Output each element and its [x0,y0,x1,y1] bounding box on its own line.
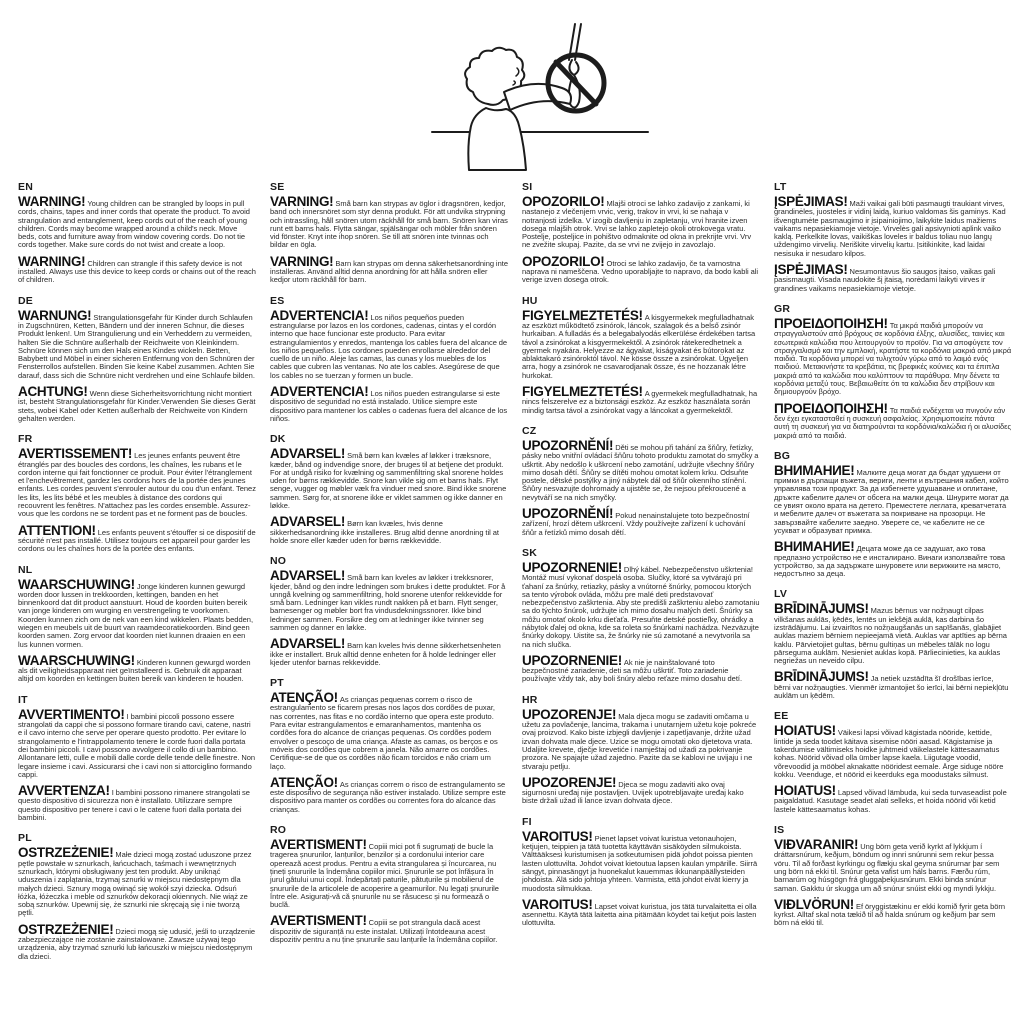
warning-paragraph-is-2 [774,896,1012,928]
warning-paragraph-bg-1 [774,462,1012,535]
warning-heading: FIGYELMEZTETÉS! [522,384,643,400]
warning-body: Ja netiek uzstādīta šī drošības ierīce, bērni var nožņaugties. Vienmēr izmantojiet šo ierīci, lai bērni nepiekļūtu auklām un ķēdēm. [774,674,1009,701]
warning-body: Mlajši otroci se lahko zadavijo z zankami, ki nastanejo z vlečenjem vrvic, verig, trakov in vrvi, ki se nahaja v notranjosti izdelka. V izogib davljenju in zapletanju, vrvi hranite izven dosega mlajših otrok. Vrvi se lahko zapletejo okoli otrokovega vratu. Postelje, posteljice in pohištvo odmaknite od okna in prekrijte vrvi. Vrv ne zvežite skupaj. Pazite, da se vrvi ne zvijejo in zavozlajo. [522,199,752,250]
warning-body: Barn kan kveles hvis denne sikkerhetsenheten ikke er installert. Bruk alltid denne enheten for å holde ledninger eller kjeder utenfor barnas rekkevidde. [270,641,501,667]
warning-paragraph-hu-1 [522,307,760,380]
warning-body: Young children can be strangled by loops in pull cords, chains, tapes and inner cords that operate the product. To avoid strangulation and entanglement, keep cords out of the reach of young children. Cords may become wrapped around a child's neck. Move beds, cots and furniture away from window covering cords. Do not tie cords together. Make sure cords do not twist and create a loop. [18,199,250,250]
language-code-de: DE [18,294,33,307]
warning-body: Малките деца могат да бъдат удушени от примки в дърпащи въжета, вериги, ленти и вътрешния кабел, който управлява този продукт. За да избегнете удушаване и оплитане, дръжте кабелите далеч от обсега на малки деца. Шнурите могат да се увият около врата на детето. Преместете леглата, креватчетата и мебелите далеч от въжетата за покриване на прозорци. Не завързвайте кабелите заедно. Уверете се, че кабелите не се усукват и образуват примка. [774,467,1009,535]
language-code-hr: HR [522,693,538,706]
warning-body: As crianças pequenas correm o risco de estrangulamento se ficarem presas nos laços dos cordões de puxar, nas correntes, nas fitas e no cordão interno que opera este produto. Para evitar estrangulamentos e emaranhamentos, mantenha os cordões fora do alcance de crianças pequenas. Os cordões podem envolver o pescoço de uma criança. Afaste as camas, os berços e os móveis dos cordões que cobrem a janela. Não amarre os cordões. Certifique-se de que os cordões não ficam torcidos e não criam um laço. [270,695,498,771]
warning-paragraph-de-1 [18,307,256,380]
warning-paragraph-it-2 [18,785,256,822]
language-code-ro: RO [270,824,287,837]
warning-paragraph-nl-1 [18,576,256,649]
warning-heading: UPOZORENJE! [522,774,617,790]
warning-paragraph-hr-2 [522,774,760,806]
warning-body: Ung börn geta verið kyrkt af lykkjum í dráttarsnúrum, keðjum, böndum og innri snúrunni sem rekur þessa vöru. Til að forðast kyrkingu og flækju skal geyma snúrurnar þar sem ung börn ná ekki til. Snúrur geta vafist um háls barns. Færðu rúm, barnarúm og húsgögn frá gluggaþekjusnúrum. Ekki binda snúrur saman. Gakktu úr skugga um að snúrur snúist ekki og myndi lykkju. [774,842,1000,893]
warning-paragraph-es-1 [270,307,508,380]
warning-body: Ef öryggistækinu er ekki komið fyrir geta börn kyrkst. Alltaf skal nota tækið til að halda snúrum og keðjum þar sem börn ná ekki til. [774,901,1006,928]
warning-body: Mazus bērnus var nožņaugt cilpas vilkšanas auklās, ķēdēs, lentēs un iekšējā auklā, kas darbina šo izstrādājumu. Lai izvairītos no nožņaugšanās un sapīšanās, glabājiet auklas maziem bērniem nepieejamā vietā. Auklas var aptīties ap bērna kaklu. Pārvietojiet gultas, bērnu gultiņas un mēbeles tālāk no logu pārseguma auklām. Nesieniet auklas kopā. Pārliecinieties, ka auklas negriežas un neveido cilpu. [774,606,1007,666]
warning-body: Mala djeca mogu se zadaviti omčama u užetu za povlačenje, lancima, trakama i unutarnjem užetu koje pokreće ovaj proizvod. Kako biste izbjegli davljenje i zapetljavanje, držite užad izvan dohvata male djece. Uzice se mogu omotati oko djetetova vrata. Udaljite krevete, dječje krevetiće i namještaj od užadi za pokrivanje prozora. Ne spajajte užad zajedno. Pazite da se kablovi ne uvijaju i ne stvaraju petlju. [522,711,757,771]
warning-paragraph-lv-1 [774,603,1012,665]
warning-paragraph-pl-1 [18,847,256,917]
language-code-cz: CZ [522,424,537,437]
warning-body: Děti se mohou při tahání za šňůry, řetízky, pásky nebo vnitřní ovládací šňůru tohoto produktu zamotat do smyčky a uškrtit. Aby nedošlo k uškrcení nebo zamotání, udržujte všechny šňůry mimo dosah dětí. Šňůry se dítěti mohou omotat kolem krku. Odsuňte postele, dětské postýlky a jiný nábytek dál od šňůr okenního stínění. Šňůry nesvazujte dohromady a ujistěte se, že nejsou překroucené a nevytváří se na nich smyčky. [522,442,759,502]
warning-body: Små barn kan kveles av løkker i trekksnorer, kjeder, bånd og den indre ledningen som brukes i dette produktet. For å unngå kvelning og sammenfiltring, hold snorene utenfor rekkevidde for små barn. Ledninger kan vikles rundt nakken på et barn. Flytt senger, barnesenger og møbler bort fra vindusdekningssnorer. Ikke bind ledninger sammen. Forsikre deg om at ledninger ikke tvinner seg sammen og danner en løkke. [270,573,506,632]
warning-paragraph-sk-1 [522,559,760,649]
warning-heading: BRĪDINĀJUMS! [774,669,869,685]
warning-heading: UPOZORNENIE! [522,559,622,575]
warning-paragraph-ee-2 [774,785,1012,814]
strangulation-hazard-illustration [424,20,656,180]
warning-paragraph-cz-2 [522,508,760,537]
warning-heading: VAROITUS! [522,896,593,912]
warning-heading: ΠΡΟΕΙΔΟΠΟΙΗΣΗ! [774,315,888,331]
warning-heading: WARNUNG! [18,307,92,323]
warning-paragraph-gr-1 [774,315,1012,397]
warning-heading: OPOZORILO! [522,253,605,269]
warning-body: Τα παιδιά ενδέχεται να πνιγούν εάν δεν έχει εγκατασταθεί η συσκευή ασφαλείας. Χρησιμοποιείτε πάντα αυτή τη συσκευή για να διατηρούνται τα κορδόνια/καλώδια ή οι αλυσίδες μακριά από τα παιδιά. [774,405,1012,440]
warning-body: Children can strangle if this safety device is not installed. Always use this device to keep cords or chains out of the reach of children. [18,258,256,285]
text-column-3 [522,181,760,967]
text-column-1 [18,181,256,967]
warning-body: Lapsed võivad lämbuda, kui seda turvaseadist pole paigaldatud. Kasutage seadet alati selleks, et hoida nöörid või ketid lastele kättesaamatus kohas. [774,788,1007,814]
warning-heading: ATENÇÃO! [270,690,338,706]
child-figure [468,108,526,170]
language-code-gr: GR [774,302,791,315]
warning-heading: ADVERTENCIA! [270,307,369,323]
warning-heading: VIÐLVÖRUN! [774,896,854,912]
language-code-bg: BG [774,449,791,462]
warning-body: Los niños pequeños pueden estrangularse por lazos en los cordones, cadenas, cintas y el cordón interno que hace funcionar este producto. Para evitar estrangulamientos y enredos, mantenga los cables fuera del alcance de los niños pequeños. Los cordones pueden enrollarse alrededor del cuello de un niño. Aleje las camas, las cunas y los muebles de los cables que cubren las ventanas. No ate los cables. Asegúrese de que los cables no se tuerzan y formen un bucle. [270,312,508,380]
warning-heading: ADVERTENCIA! [270,384,369,400]
warning-heading: OSTRZEŻENIE! [18,921,114,937]
warning-body: Nesumontavus šio saugos įtaiso, vaikas gali pasismaugti. Visada naudokite šį įtaisą, norėdami laikyti virves ir grandines vaikams nepasiekiamoje vietoje. [774,267,996,293]
language-code-se: SE [270,181,285,193]
language-code-fi: FI [522,815,532,828]
warning-paragraph-bg-2 [774,541,1012,578]
warning-heading: OSTRZEŻENIE! [18,845,114,861]
language-code-hu: HU [522,294,538,307]
warning-body: I bambini piccoli possono essere strangolati da cappi che si possono formare tirando cavi, catene, nastri e il cavo interno che serve per operare questo prodotto. Per evitare lo strangolamento e l'intrappolamento tenere le corde fuori dalla portata dei bambini piccoli. I cavi possono avvolgere il collo di un bambino. Allontanare letti, culle e mobili dalle corde delle tende delle finestre. Non legare insieme i cavi. Assicurarsi che i cavi non si attorciglino formando cappi. [18,711,256,779]
warning-heading: UPOZORNĚNÍ! [522,437,614,453]
warning-paragraph-si-2 [522,253,760,285]
warning-body: Los niños pueden estrangularse si este dispositivo de seguridad no está instalado. Utilice siempre este dispositivo para mantener los cables o cadenas fuera del alcance de los niños. [270,389,508,423]
language-code-fr: FR [18,433,33,446]
warning-body: Dlhý kábel. Nebezpečenstvo uškrtenia! Montáž musí vykonať dospelá osoba. Slučky, ktoré sa vytvárajú pri ťahaní za šnúrky, retiazky, pásky a vnútorné šnúrky, pomocou ktorých sa tento výrobok ovláda, môžu pre malé deti predstavovať nebezpečenstvo zaškrtenia. Aby ste predišli zaškrteniu alebo zamotaniu sa do týchto šnúrok, udržujte ich mimo dosahu malých detí. Šnúrky sa môžu omotať okolo krku dieťaťa. Presuňte detské postieľky, ohrádky a nábytok ďalej od okna, kde sa roleta so šnúrkami nachádza. Nezväzujte šnúrky dokopy. Uistite sa, že šnúrky nie sú zamotané a nevytvorila sa na nich slučka. [522,564,760,649]
warning-paragraph-gr-2 [774,400,1012,440]
warning-paragraph-dk-1 [270,448,508,510]
warning-heading: AVERTISMENT! [270,913,367,929]
warning-heading: WAARSCHUWING! [18,652,135,668]
warning-heading: HOIATUS! [774,723,836,739]
warning-heading: ВНИМАНИЕ! [774,539,855,555]
warning-heading: ATENÇÃO! [270,774,338,790]
warning-paragraph-ro-1 [270,839,508,909]
warning-paragraph-pt-1 [270,692,508,771]
warning-heading: WARNING! [18,194,86,209]
warning-heading: AVVERTENZA! [18,783,110,799]
warning-body: Pienet lapset voivat kuristua vetonauhojen, ketjujen, teippien ja tätä tuotetta käyttävän sisäköyden silmukoista. Välttääksesi kuristumisen ja sotkeutumisen pidä johdot poissa pienten lasten ulottuvilta. Johdot voivat kietoutua lapsen kaulan ympärille. Siirrä sängyt, pinnasängyt ja huonekalut kauemmas ikkunanpäällysteiden johdoista. Älä sido johtoja yhteen. Varmista, että johdot eivät kierry ja muodosta silmukkaa. [522,833,758,893]
warning-paragraph-fi-2 [522,896,760,928]
warning-heading: FIGYELMEZTETÉS! [522,307,643,323]
warning-paragraph-hu-2 [522,386,760,415]
warning-body: Τα μικρά παιδιά μπορούν να στραγγαλιστούν από βρόχους σε κορδόνια έλξης, αλυσίδες, ταινίες και εσωτερικά καλώδια που λειτουργούν το προϊόν. Για να αποφύγετε τον στραγγαλισμό και την εμπλοκή, κρατήστε τα κορδόνια μακριά από μικρά παιδιά. Τα κορδόνια μπορεί να τυλιχτούν γύρω από το λαιμό ενός παιδιού. Μετακινήστε τα κρεβάτια, τις βρεφικές κούνιες και τα έπιπλα μακριά από τα καλώδια που καλύπτουν τα παράθυρα. Μην δένετε τα κορδόνια μεταξύ τους. Βεβαιωθείτε ότι τα καλώδια δεν στρίβουν και δημιουργούν βρόχο. [774,320,1012,397]
warning-heading: WAARSCHUWING! [18,576,135,592]
warning-paragraph-dk-2 [270,516,508,545]
language-code-sk: SK [522,546,537,559]
warning-paragraph-fi-1 [522,828,760,893]
warning-body: Otroci se lahko zadavijo, če ta varnostna naprava ni nameščena. Vedno uporabljajte to napravo, da bodo kabli ali verige izven dosega otrok. [522,258,759,285]
warning-paragraph-es-2 [270,386,508,423]
warning-body: Les jeunes enfants peuvent être étranglés par des boucles des cordons, les chaînes, les rubans et le cordon interne qui fait fonctionner ce produit. Pour éviter l'étranglement et l'enchevêtrement, gardez les cordons hors de la portée des jeunes enfants. Les cordes peuvent s'enrouler autour du cou d'un enfant. Tenez les lits, les lits bébé et les meubles à distance des cordons qui recouvrent les fenêtres. N'attachez pas les cordes ensemble. Assurez-vous que les cordons ne se tordent pas et ne forment pas de boucles. [18,451,256,519]
warning-body: Strangulationsgefahr für Kinder durch Schlaufen in Zugschnüren, Ketten, Bändern und der inneren Schnur, die dieses Produkt lenken!. Um Strangulierung und ein Verheddern zu vermeiden, halten Sie die Schnüre außerhalb der Reichweite von Kleinkindern. Schnüre können sich um den Hals eines Kindes wickeln. Betten, Babybett und Möbel in einer sicheren Entfernung von den Schnüren der Fensterrollos aufstellen. Binden Sie keine Kabel zusammen. Achten Sie darauf, dass sich die Schnüre nicht verdrehen und eine Schlaufe bilden. [18,312,255,380]
warning-heading: WARNING! [18,253,86,269]
warning-heading: ВНИМАНИЕ! [774,462,855,478]
warning-heading: UPOZORNĚNÍ! [522,506,614,522]
warning-paragraph-fr-1 [18,448,256,518]
warning-paragraph-nl-2 [18,652,256,684]
warning-paragraph-hr-1 [522,706,760,771]
warning-body: Małe dzieci mogą zostać uduszone przez pętle powstałe w sznurkach, łańcuchach, taśmach i wewnętrznych sznurkach, którymi obsługiwany jest ten produkt. Aby uniknąć uduszenia i zaplątania, trzymaj sznurki w miejscu niedostępnym dla małych dzieci. Sznury mogą owinąć się wokół szyi dziecka. Odsuń łóżka, łóżeczka i meble od sznurków dekoracji okiennych. Nie wiąż ze sobą sznurków. Upewnij się, że sznurki nie skręcają się i nie tworzą pętli. [18,850,252,918]
warning-heading: BRĪDINĀJUMS! [774,601,869,617]
warning-heading: ĮSPĖJIMAS! [774,262,848,278]
language-code-en: EN [18,181,33,193]
warning-heading: ADVARSEL! [270,568,346,584]
warning-body: Dzieci mogą się udusić, jeśli to urządzenie zabezpieczające nie zostanie zainstalowane. Zawsze używaj tego urządzenia, aby trzymać sznurki lub łańcuszki w miejscu niedostępnym dla dzieci. [18,926,256,961]
warning-paragraph-si-1 [522,196,760,250]
warning-paragraph-lv-2 [774,671,1012,700]
warning-body: A kisgyermekek megfulladhatnak az eszközt működtető zsinórok, láncok, szalagok és a belső zsinór hurkaiban. A fulladás és a belegabalyodás elkerülése érdekében tartsa távol a zsinórokat a kisgyermekektől. A zsinórok rátekeredhetnek a gyermek nyakára. Helyezze az ágyakat, kiságyakat és bútorokat az ablaktakaró zsinóroktól távol. Ne kösse össze a zsinórokat. Ügyeljen arra, hogy a zsinórok ne csavarodjanak össze, és ne hozzanak létre hurkokat. [522,312,756,380]
warning-paragraph-it-1 [18,706,256,779]
warning-heading: ADVARSEL! [270,446,346,462]
warning-heading: ADVARSEL! [270,514,346,530]
warning-heading: VAROITUS! [522,828,593,844]
warning-body: Pokud nenainstalujete toto bezpečnostní zařízení, hrozí dětem uškrcení. Vždy používejte zařízení k uchování šňůr a řetízků mimo dosah dětí. [522,511,750,537]
warning-body: Maži vaikai gali būti pasmaugti traukiant virves, grandinėles, juosteles ir vidinį laidą, kuriuo valdomas šis gaminys. Kad išvengtumėte pasmaugimo ir įsipainiojimo, laikykite laidus mažiems vaikams nepasiekiamoje vietoje. Virvelės gali apsivynioti aplink vaiko kaklą. Perkelkite lovas, vaikiškas loveles ir baldus toliau nuo langų uždengimo virvelių. Neriškite virvelių kartu. Įsitikinkite, kad laidai nesisuka ir nesudaro kilpos. [774,199,1006,258]
warning-heading: ACHTUNG! [18,384,88,400]
warning-paragraph-ee-1 [774,725,1012,779]
warning-body: Børn kan kvæles, hvis denne sikkerhedsanordning ikke installeres. Brug altid denne anordning til at holde snore eller kæder uden for børns rækkevidde. [270,519,499,545]
warning-heading: ADVARSEL! [270,636,346,652]
warning-paragraph-se-1 [270,196,508,250]
warning-body: Ak nie je nainštalované toto bezpečnostné zariadenie, deti sa môžu uškrtiť. Toto zariadenie používajte vždy tak, aby boli šnúry alebo reťaze mimo dosahu detí. [522,657,743,684]
language-code-ee: EE [774,710,789,723]
warning-body: Jonge kinderen kunnen gewurgd worden door lussen in trekkoorden, kettingen, banden en het binnenkoord dat dit product aanstuurt. Houd de koorden buiten bereik van jonge kinderen om wurging en verstrengeling te voorkomen. Koorden kunnen zich om de nek van een kind wikkelen. Plaats bedden, wiegen en meubels uit de buurt van raamdecoratiekoorden. Bind geen koorden samen. Zorg ervoor dat koorden niet kunnen draaien en een lus kunnen vormen. [18,581,254,649]
warning-heading: HOIATUS! [774,783,836,799]
warning-heading: AVVERTIMENTO! [18,706,125,722]
warning-paragraph-no-1 [270,570,508,632]
warning-paragraph-lt-2 [774,264,1012,293]
warning-paragraph-se-2 [270,253,509,285]
warning-heading: UPOZORENJE! [522,706,617,722]
warning-body: I bambini possono rimanere strangolati se questo dispositivo di sicurezza non è installato. Utilizzare sempre questo dispositivo per tenere i cavi o le catene fuori dalla portata dei bambini. [18,788,250,823]
warning-body: As crianças correm o risco de estrangulamento se este dispositivo de segurança não estiver instalado. Utilize sempre este dispositivo para manter os cordões ou correntes fora do alcance das crianças. [270,779,506,814]
warning-columns [18,181,1012,967]
warning-body: Väikesi lapsi võivad kägistada nööride, kettide, lintide ja seda toodet käitava sisemise nööri aasad. Kägistamise ja takerdumise vältimiseks hoidke juhtmeid väikelastele kättesaamatus kohas. Nöörid võivad olla ümber lapse kaela. Liigutage voodid, võrevoodid ja mööbel aknakatte nööridest eemale. Ärge siduge nööre kokku. Veenduge, et nöörid ei keerduks ega moodustaks silmust. [774,728,1004,779]
language-code-pl: PL [18,832,32,845]
warning-paragraph-ro-2 [270,915,508,944]
warning-paragraph-cz-1 [522,437,760,502]
warning-body: A gyermekek megfulladhatnak, ha nincs felszerelve ez a biztonsági eszköz. Az eszköz használata során mindig tartsa távol a zsinórokat vagy a láncokat a gyermekektől. [522,389,758,415]
warning-body: Kinderen kunnen gewurgd worden als dit veiligheidsapparaat niet geïnstalleerd is. Gebruik dit apparaat altijd om koorden en kettingen buiten bereik van kinderen te houden. [18,657,251,684]
warning-body: Djeca se mogu zadaviti ako ovaj sigurnosni uređaj nije postavljen. Uvijek upotrebljavajte uređaj kako biste držali užad ili lance izvan dohvata djece. [522,779,744,806]
warning-body: Små børn kan kvæles af løkker i træksnore, kæder, bånd og indvendige snore, der bruges til at betjene det produkt. For at undgå risiko for kvælning og sammenfiltring skal snorene holdes uden for børns rækkevidde. Snore kan vikle sig om et barns hals. Flyt senge, vugger og møbler væk fra vinduer med snore. Bind ikke snorene sammen. Sørg for, at snorene ikke er viklet sammen og ikke danner en løkke. [270,451,507,511]
language-code-si: SI [522,181,533,193]
warning-body: Små barn kan strypas av öglor i dragsnören, kedjor, band och innersnöret som styr denna produkt. För att undvika strypning och intrassling, håll snören utom räckhåll för små barn. Snören kan viras runt ett barns hals. Flytta sängar, spjälsängar och möbler från snören vid fönster. Knyt inte ihop snören. Se till att snören inte tvinnas och bildar en ögla. [270,199,508,250]
language-code-dk: DK [270,433,286,446]
warning-body: Les enfants peuvent s'étouffer si ce dispositif de sécurité n'est pas installé. Utilisez toujours cet appareil pour garder les cordons ou les chaînes hors de la portée des enfants. [18,527,256,554]
warning-paragraph-en-2 [18,253,256,285]
warning-paragraph-fr-2 [18,522,256,554]
text-column-4 [774,181,1012,967]
warning-body: Lapset voivat kuristua, jos tätä turvalaitetta ei olla asennettu. Käytä tätä laitetta aina pitämään köydet tai ketjut pois lasten ulottuvilta. [522,901,757,928]
warning-heading: AVERTISMENT! [270,837,367,853]
warning-heading: VARNING! [270,194,334,209]
warning-heading: ĮSPĖJIMAS! [774,194,848,209]
warning-heading: VARNING! [270,253,334,269]
warning-heading: ATTENTION! [18,522,96,538]
warning-body: Децата може да се задушат, ако това предпазно устройство не е инсталирано. Винаги използвайте това устройство, за да задържате шнуровете или верижките на място, недостъпно за деца. [774,544,1006,579]
language-code-nl: NL [18,563,33,576]
warning-heading: ΠΡΟΕΙΔΟΠΟΙΗΣΗ! [774,400,888,416]
warning-paragraph-en-1 [18,196,256,250]
warning-paragraph-sk-2 [522,652,760,684]
text-column-2 [270,181,508,967]
language-code-es: ES [270,294,285,307]
warning-paragraph-is-1 [774,839,1012,893]
language-code-is: IS [774,824,785,837]
language-code-lt: LT [774,181,787,193]
warning-body: Wenn diese Sicherheitsvorrichtung nicht montiert ist, besteht Strangulationsgefahr für Kinder.Verwenden Sie dieses Gerät stets, wobei Kabel oder Ketten außerhalb der Reichweite von Kindern gehalten werden. [18,389,256,423]
warning-paragraph-no-2 [270,638,508,667]
language-code-lv: LV [774,588,788,601]
warning-heading: VIÐVARANIR! [774,837,859,853]
warning-heading: AVERTISSEMENT! [18,446,133,462]
warning-body: Copiii mici pot fi sugrumați de bucle la tragerea șnururilor, lanțurilor, benzilor și a cordonului interior care operează acest produs. Pentru a evita strangularea și încurcarea, nu țineți șnururile la îndemâna copiilor mici. Șnururile se pot înfășura în jurul gâtului unui copil. Îndepărtați paturile, pătuțurile și mobilierul de șnururile de la articolele de acoperire a geamurilor. Nu legați șnururile între ele. Asigurați-vă că șnururile nu se răsucesc și nu formează o buclă. [270,842,499,910]
language-code-it: IT [18,693,28,706]
warning-body: Barn kan strypas om denna säkerhetsanordning inte installeras. Använd alltid denna anordning för att hålla snören eller kedjor utom räckhåll för barn. [270,258,509,285]
warning-heading: OPOZORILO! [522,194,605,209]
warning-paragraph-pt-2 [270,774,508,814]
warning-paragraph-de-2 [18,386,256,423]
warning-heading: UPOZORNENIE! [522,652,622,668]
warning-paragraph-lt-1 [774,196,1012,258]
language-code-pt: PT [270,677,284,690]
language-code-no: NO [270,555,287,568]
warning-body: Copiii se pot strangula dacă acest dispozitiv de siguranță nu este instalat. Utilizați întotdeauna acest dispozitiv pentru a nu ține șnururile sau lanțurile la îndemâna copiilor. [270,918,498,944]
warning-paragraph-pl-2 [18,921,256,961]
